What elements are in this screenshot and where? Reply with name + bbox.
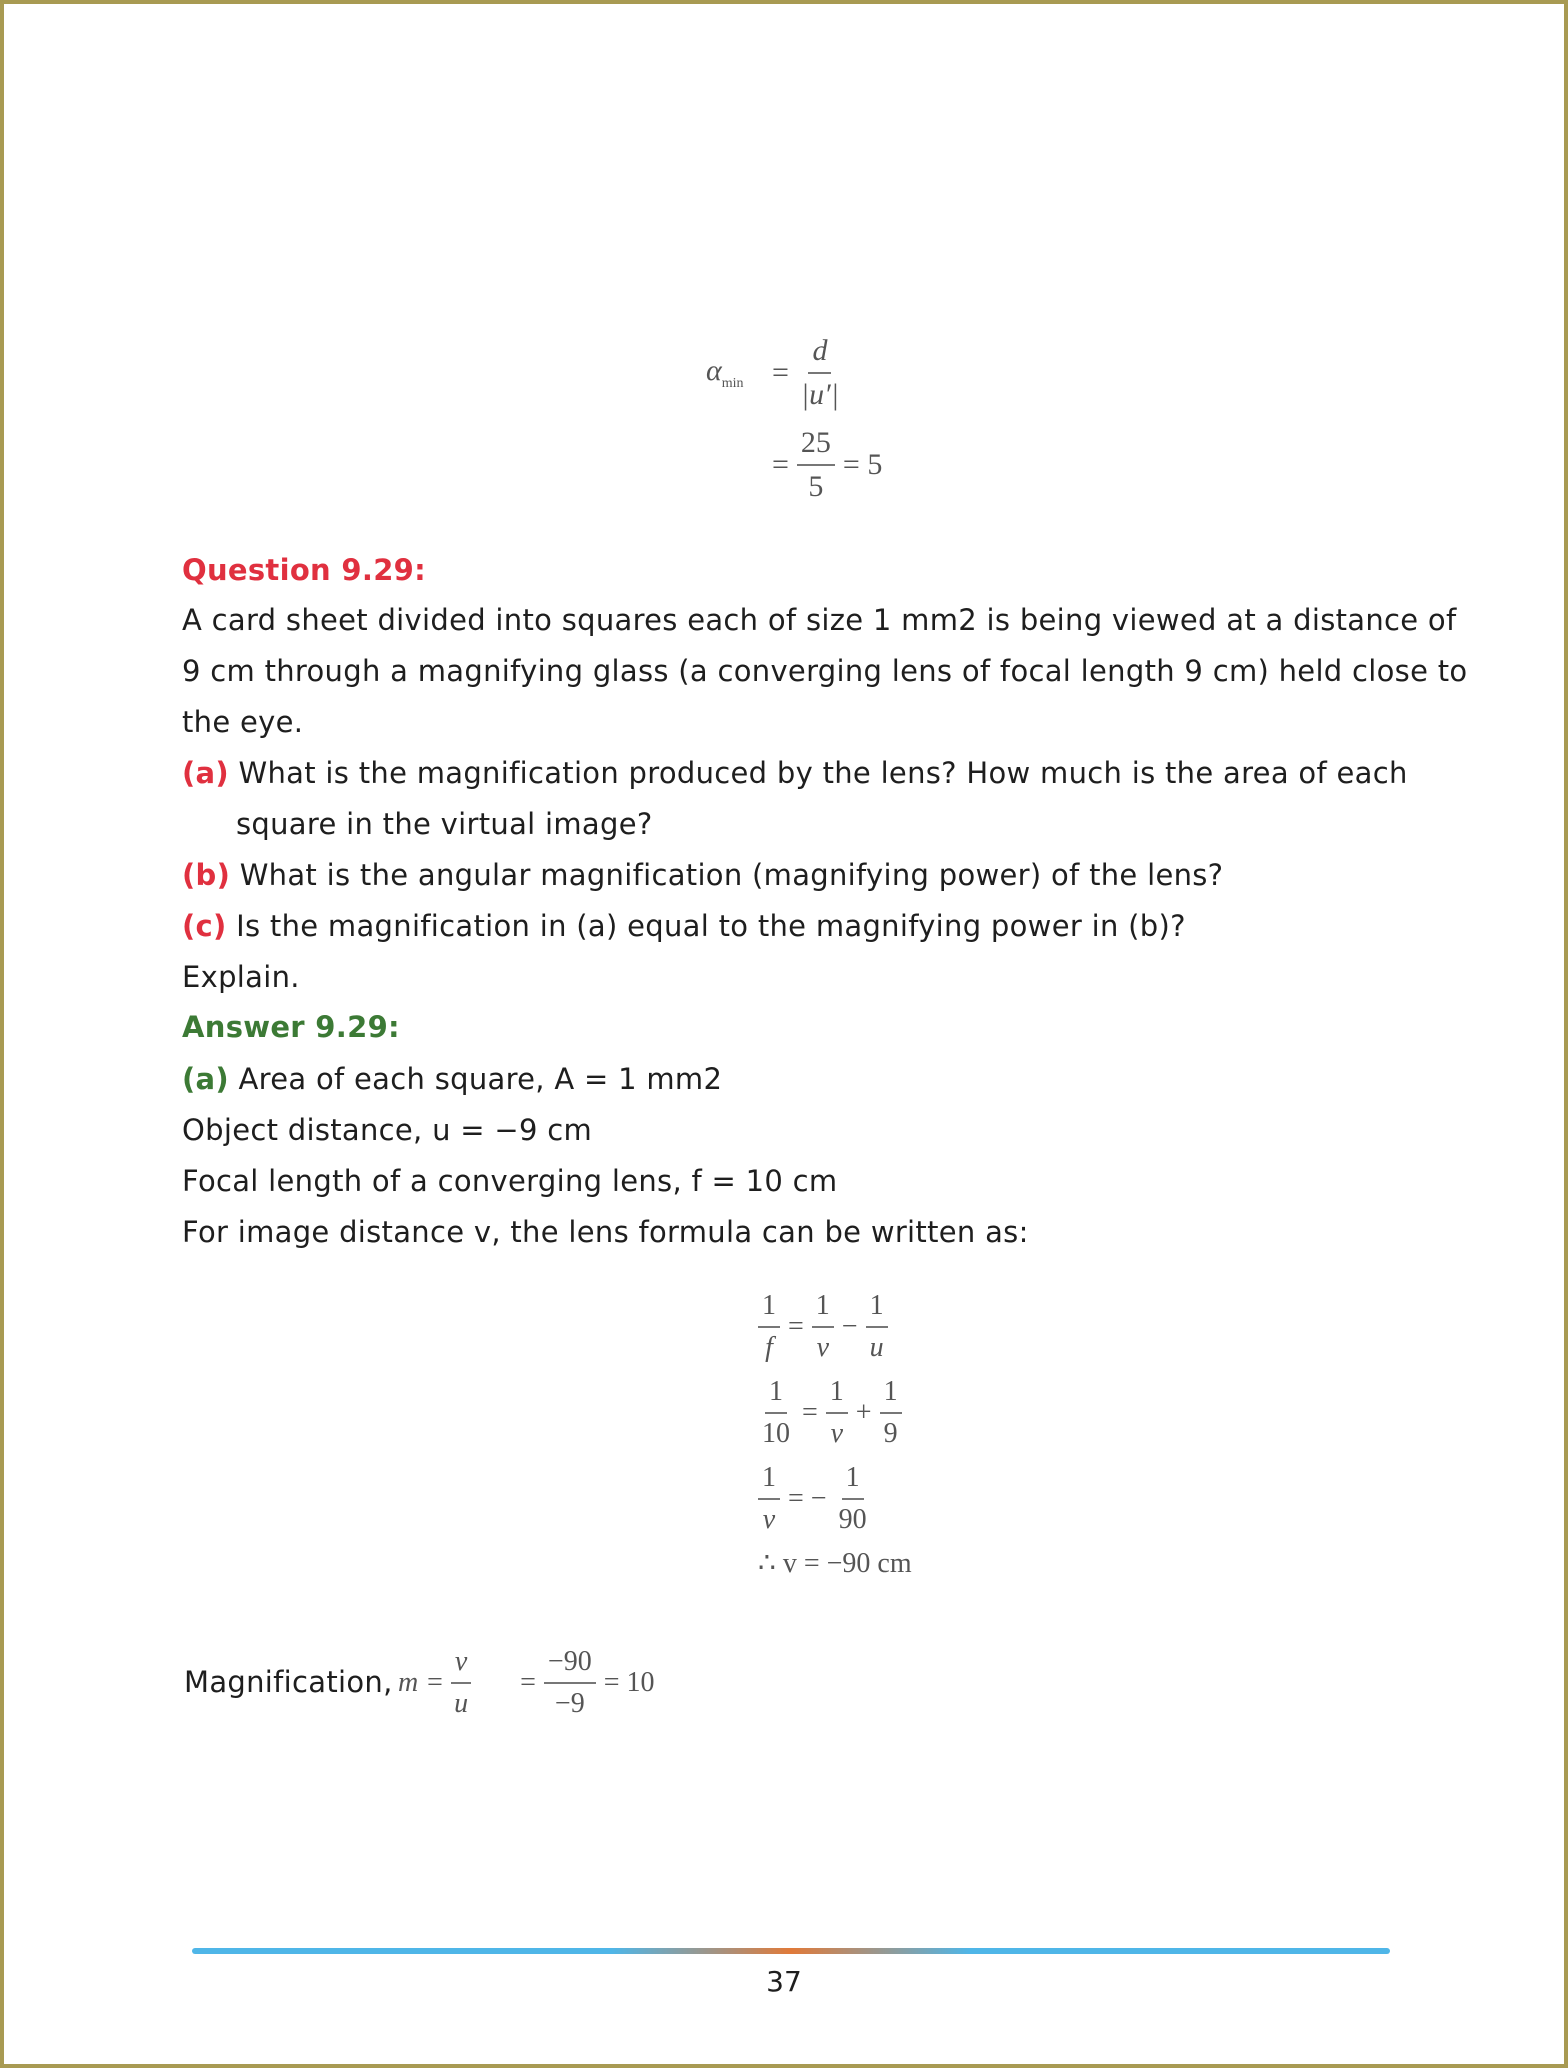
magnification-label: Magnification, [184, 1665, 393, 1699]
magnification-formula: m = $\frac{v}{u}$ = $\frac{-90}{-9}$ = 10 [398, 1646, 655, 1719]
question-explain: Explain. [182, 960, 300, 994]
page-number: 37 [766, 1965, 802, 1998]
equals-sign: = [772, 448, 789, 481]
part-label: (a) [182, 1062, 229, 1096]
question-text-line: A card sheet divided into squares each of size 1 mm2 is being viewed at a distance of [182, 603, 1457, 637]
focal-length: Focal length of a converging lens, f = 10 cm [182, 1164, 838, 1198]
answer-part-a: (a) Area of each square, A = 1 mm2 [182, 1062, 723, 1096]
alpha-symbol: $\alpha_{min}$ [706, 354, 744, 391]
question-text-line: the eye. [182, 705, 304, 739]
question-part-b: (b) What is the angular magnification (magnifying power) of the lens? [182, 858, 1224, 892]
lens-formula-line-1: $\frac{1}{f}$ = $\frac{1}{v}$ − $\frac{1}{u}$ [758, 1292, 912, 1362]
fraction-25-over-5: $\frac{25}{5}$ [797, 428, 835, 502]
part-label: (a) [182, 756, 229, 790]
lens-formula-intro: For image distance v, the lens formula can be written as: [182, 1215, 1029, 1249]
part-label: (b) [182, 858, 231, 892]
result-value: = 5 [842, 448, 883, 481]
answer-heading: Answer 9.29: [182, 1010, 400, 1044]
lens-formula-line-2: $\frac{1}{10}$ = $\frac{1}{v}$ + $\frac{1}{9}$ [758, 1378, 912, 1448]
question-text-line: 9 cm through a magnifying glass (a converging lens of focal length 9 cm) held close to [182, 654, 1468, 688]
alpha-min-formula [706, 336, 890, 502]
part-label: (c) [182, 909, 227, 943]
lens-formula-result: ∴ v = −90 cm [758, 1548, 912, 1579]
question-part-a: (a) What is the magnification produced by the lens? How much is the area of each [182, 756, 1408, 790]
footer-divider [192, 1948, 1390, 1954]
lens-formula-block [758, 1292, 912, 1580]
fraction-d-over-u: $\frac{d}{|u'|}$ [800, 334, 839, 411]
object-distance: Object distance, u = −9 cm [182, 1113, 593, 1147]
equals-sign: = [772, 356, 789, 389]
lens-formula-line-3: $\frac{1}{v}$ = − $\frac{1}{90}$ [758, 1464, 912, 1534]
question-part-a-continued: square in the virtual image? [236, 807, 653, 841]
question-heading: Question 9.29: [182, 553, 427, 587]
question-part-c: (c) Is the magnification in (a) equal to the magnifying power in (b)? [182, 909, 1186, 943]
